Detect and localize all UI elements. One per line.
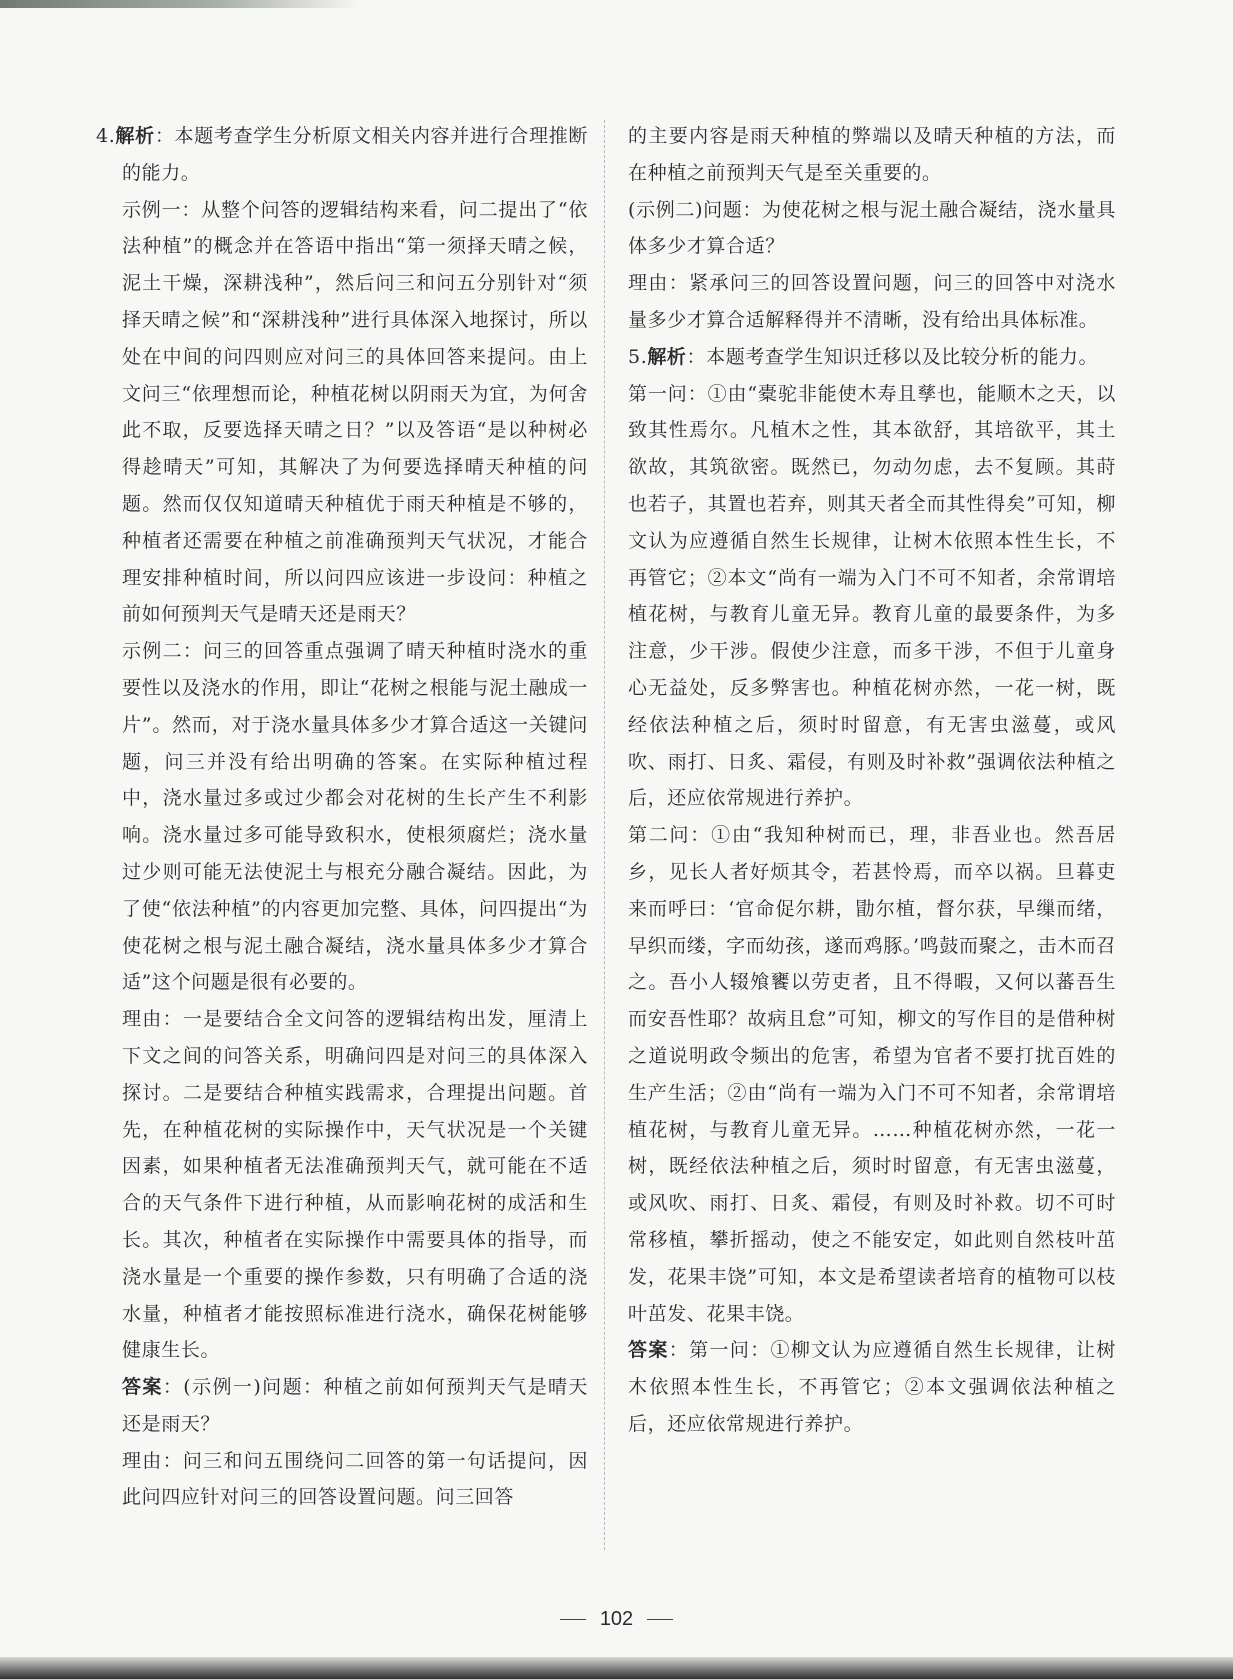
- q4-answer-label: 答案: [122, 1376, 163, 1399]
- right-column: [628, 118, 1116, 1443]
- q4-example-1: 示例一：从整个问答的逻辑结构来看，问二提出了“依法种植”的概念并在答语中指出“第一须择天晴之候，泥土干燥，深耕浅种”，然后问三和问五分别针对“须择天晴之候”和“深耕浅种”进行具体深入地探讨，所以处在中间的问四则应对问三的具体回答来提问。由上文问三“依理想而论，种植花树以阴雨天为宜，为何舍此不取，反要选择天晴之日？”以及答语“是以种树必得趁晴天”可知，其解决了为何要选择晴天种植的问题。然而仅仅知道晴天种植优于雨天种植是不够的，种植者还需要在种植之前准确预判天气状况，才能合理安排种植时间，所以问四应该进一步设问：种植之前如何预判天气是晴天还是雨天？: [122, 198, 588, 626]
- q5-analysis-label: 解析: [647, 345, 687, 368]
- footer-rule-left: [560, 1619, 586, 1620]
- q5-heading: [628, 339, 1116, 376]
- q4-answer-text: ：(示例一)问题：种植之前如何预判天气是晴天还是雨天？: [122, 1376, 589, 1435]
- page-edge-shade: [0, 0, 360, 8]
- q4-continuation: 的主要内容是雨天种植的弊端以及晴天种植的方法，而在种植之前预判天气是至关重要的。: [628, 125, 1116, 184]
- q4-reason: 理由：一是要结合全文问答的逻辑结构出发，厘清上下文之间的问答关系，明确问四是对问三的具体深入探讨。二是要结合种植实践需求，合理提出问题。首先，在种植花树的实际操作中，天气状况是一个关键因素，如果种植者无法准确预判天气，就可能在不适合的天气条件下进行种植，从而影响花树的成活和生长。其次，种植者在实际操作中需要具体的指导，而浇水量是一个重要的操作参数，只有明确了合适的浇水量，种植者才能按照标准进行浇水，确保花树能够健康生长。: [122, 1008, 588, 1362]
- q5-part-1: 第一问：①由“橐驼非能使木寿且孳也，能顺木之天，以致其性焉尔。凡植木之性，其本欲舒，其培欲平，其土欲故，其筑欲密。既然已，勿动勿虑，去不复顾。其莳也若子，其置也若弃，则其天者全而其性得矣”可知，柳文认为应遵循自然生长规律，让树木依照本性生长，不再管它；②本文“尚有一端为入门不可不知者，余常谓培植花树，与教育儿童无异。教育儿童的最要条件，为多注意，少干涉。假使少注意，而多干涉，不但于儿童身心无益处，反多弊害也。种植花树亦然，一花一树，既经依法种植之后，须时时留意，有无害虫滋蔓，或风吹、雨打、日炙、霜侵，有则及时补救”强调依法种植之后，还应依常规进行养护。: [628, 382, 1116, 810]
- q4-example-2-answer: (示例二)问题：为使花树之根与泥土融合凝结，浇水量具体多少才算合适？: [628, 198, 1116, 258]
- q5-answer-text: ：第一问：①柳文认为应遵循自然生长规律，让树木依照本性生长，不再管它；②本文强调依法种植之后，还应依常规进行养护。: [628, 1339, 1116, 1435]
- q4-heading: [96, 118, 588, 192]
- q5-answer: [628, 1332, 1116, 1442]
- q4-analysis-label: 解析: [115, 125, 155, 147]
- q4-answer: [96, 1369, 588, 1443]
- q5-answer-label: 答案: [628, 1339, 669, 1362]
- footer-rule-right: [647, 1619, 673, 1620]
- q4-number: 4.: [96, 125, 116, 147]
- left-column: [96, 118, 588, 1516]
- q4-intro: ：本题考查学生分析原文相关内容并进行合理推断的能力。: [122, 125, 588, 184]
- page-number: 102: [599, 1608, 634, 1630]
- scan-bottom-edge: [0, 1657, 1233, 1679]
- column-divider: [604, 120, 605, 1550]
- q5-number: 5.: [628, 345, 648, 368]
- page-footer: [0, 1608, 1233, 1631]
- q4-answer-reason: 理由：问三和问五围绕问二回答的第一句话提问，因此问四应针对问三的回答设置问题。问三回答: [122, 1449, 588, 1509]
- q4-example-2-reason: 理由：紧承问三的回答设置问题，问三的回答中对浇水量多少才算合适解释得并不清晰，没有给出具体标准。: [628, 272, 1116, 331]
- q5-part-2: 第二问：①由“我知种树而已，理，非吾业也。然吾居乡，见长人者好烦其令，若甚怜焉，而卒以祸。旦暮吏来而呼曰：‘官命促尔耕，勖尔植，督尔获，早缫而绪，早织而缕，字而幼孩，遂而鸡豚。’鸣鼓而聚之，击木而召之。吾小人辍飧饔以劳吏者，且不得暇，又何以蕃吾生而安吾性耶？故病且怠”可知，柳文的写作目的是借种树之道说明政令频出的危害，希望为官者不要打扰百姓的生产生活；②由“尚有一端为入门不可不知者，余常谓培植花树，与教育儿童无异。……种植花树亦然，一花一树，既经依法种植之后，须时时留意，有无害虫滋蔓，或风吹、雨打、日炙、霜侵，有则及时补救。切不可时常移植，攀折摇动，使之不能安定，如此则自然枝叶茁发，花果丰饶”可知，本文是希望读者培育的植物可以枝叶茁发、花果丰饶。: [628, 824, 1116, 1325]
- q4-example-2: 示例二：问三的回答重点强调了晴天种植时浇水的重要性以及浇水的作用，即让“花树之根能与泥土融成一片”。然而，对于浇水量具体多少才算合适这一关键问题，问三并没有给出明确的答案。在实际种植过程中，浇水量过多或过少都会对花树的生长产生不利影响。浇水量过多可能导致积水，使根须腐烂；浇水量过少则可能无法使泥土与根充分融合凝结。因此，为了使“依法种植”的内容更加完整、具体，问四提出“为使花树之根与泥土融合凝结，浇水量具体多少才算合适”这个问题是很有必要的。: [122, 640, 588, 994]
- q5-intro: ：本题考查学生知识迁移以及比较分析的能力。: [686, 345, 1099, 368]
